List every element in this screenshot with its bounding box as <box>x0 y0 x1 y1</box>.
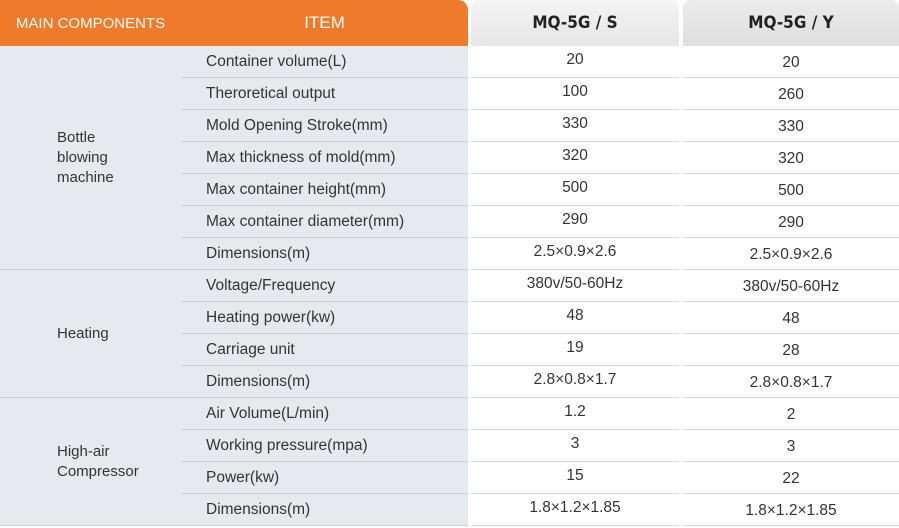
item-cell: Heating power(kw) <box>181 302 468 334</box>
item-cell: Carriage unit <box>181 334 468 366</box>
item-cell: Container volume(L) <box>181 46 468 78</box>
table-row <box>181 494 899 526</box>
table-row <box>181 206 899 238</box>
model-y-cell: 2 <box>683 398 899 430</box>
header-item: ITEM <box>181 0 468 46</box>
model-y-cell: 320 <box>683 142 899 174</box>
model-y-cell: 500 <box>683 174 899 206</box>
header-model-s: MQ-5G / S <box>471 0 679 46</box>
model-y-cell: 2.8×0.8×1.7 <box>683 366 899 398</box>
item-cell: Air Volume(L/min) <box>181 398 468 430</box>
table-row <box>181 110 899 142</box>
model-y-cell: 22 <box>683 462 899 494</box>
item-cell: Max container height(mm) <box>181 174 468 206</box>
group-label <box>0 270 181 398</box>
table-row <box>181 462 899 494</box>
model-y-cell: 20 <box>683 46 899 78</box>
item-cell: Working pressure(mpa) <box>181 430 468 462</box>
header-model-y: MQ-5G / Y <box>683 0 899 46</box>
table-row <box>181 398 899 430</box>
model-s-cell: 320 <box>471 142 679 174</box>
model-y-cell: 380v/50-60Hz <box>683 270 899 302</box>
item-cell: Dimensions(m) <box>181 238 468 270</box>
model-s-cell: 2.5×0.9×2.6 <box>471 238 679 270</box>
model-s-cell: 3 <box>471 430 679 462</box>
model-s-cell: 1.8×1.2×1.85 <box>471 494 679 526</box>
item-cell: Voltage/Frequency <box>181 270 468 302</box>
item-cell: Max thickness of mold(mm) <box>181 142 468 174</box>
model-s-cell: 100 <box>471 78 679 110</box>
table-row <box>181 78 899 110</box>
group-name: Heating <box>57 324 109 342</box>
model-y-cell: 3 <box>683 430 899 462</box>
item-cell: Dimensions(m) <box>181 494 468 526</box>
model-y-cell: 2.5×0.9×2.6 <box>683 238 899 270</box>
item-cell: Max container diameter(mm) <box>181 206 468 238</box>
header-main-components: MAIN COMPONENTS <box>0 0 181 46</box>
table-row <box>181 430 899 462</box>
item-cell: Mold Opening Stroke(mm) <box>181 110 468 142</box>
model-y-cell: 260 <box>683 78 899 110</box>
model-s-cell: 48 <box>471 302 679 334</box>
table-row <box>181 46 899 78</box>
table-row <box>181 302 899 334</box>
table-row <box>181 366 899 398</box>
item-cell: Theroretical output <box>181 78 468 110</box>
model-s-cell: 500 <box>471 174 679 206</box>
model-y-cell: 330 <box>683 110 899 142</box>
item-cell: Power(kw) <box>181 462 468 494</box>
model-y-cell: 1.8×1.2×1.85 <box>683 494 899 526</box>
model-y-cell: 48 <box>683 302 899 334</box>
group-name: High-air Compressor <box>57 442 139 480</box>
model-s-cell: 20 <box>471 46 679 78</box>
model-s-cell: 19 <box>471 334 679 366</box>
model-s-cell: 2.8×0.8×1.7 <box>471 366 679 398</box>
model-s-cell: 380v/50-60Hz <box>471 270 679 302</box>
table-row <box>181 270 899 302</box>
model-s-cell: 15 <box>471 462 679 494</box>
model-y-cell: 28 <box>683 334 899 366</box>
table-row <box>181 142 899 174</box>
table-row <box>181 174 899 206</box>
group-name: Bottle blowing machine <box>57 128 114 186</box>
group-label <box>0 398 181 526</box>
model-s-cell: 330 <box>471 110 679 142</box>
group-label <box>0 46 181 270</box>
model-s-cell: 1.2 <box>471 398 679 430</box>
table-row <box>181 334 899 366</box>
item-cell: Dimensions(m) <box>181 366 468 398</box>
model-y-cell: 290 <box>683 206 899 238</box>
table-row <box>181 238 899 270</box>
model-s-cell: 290 <box>471 206 679 238</box>
